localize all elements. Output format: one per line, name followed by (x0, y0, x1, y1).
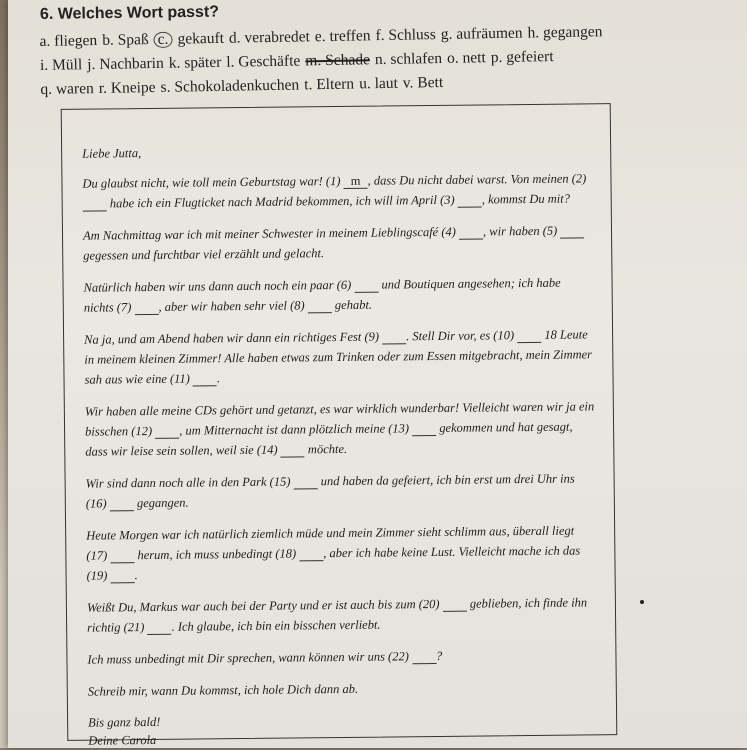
answer-blank[interactable] (308, 298, 332, 313)
letter-text: ? (435, 648, 443, 663)
worksheet-page (8, 0, 747, 748)
word-option: r. Kneipe (98, 78, 156, 97)
word-option: n. schlafen (374, 49, 443, 69)
word-option: o. nett (446, 49, 486, 67)
letter-text: , dass Du nicht dabei warst. Von meinen (2) (367, 171, 587, 188)
answer-blank[interactable] (83, 196, 107, 211)
answer-blank[interactable] (281, 442, 305, 457)
word-option: s. Schokoladenkuchen (160, 76, 300, 96)
word-option: f. Schluss (375, 26, 436, 45)
answer-blank[interactable] (134, 300, 158, 315)
letter-text: . (216, 371, 221, 386)
letter-text: gegangen. (133, 495, 189, 511)
letter-text: Na ja, und am Abend haben wir dann ein richtiges Fest (9) (84, 329, 383, 347)
letter-text: . (134, 568, 138, 583)
letter-paragraph (83, 220, 593, 265)
letter-paragraph (82, 168, 592, 213)
letter-text: , aber ich habe keine Lust. Vielleicht mache ich das (19) (86, 543, 581, 583)
letter-text: Weißt Du, Markus war auch bei der Party und er ist auch bis zum (20) (86, 596, 443, 615)
answer-blank[interactable] (412, 421, 436, 436)
letter-text: Wir haben alle meine CDs gehört und getanzt, es war wirklich wunderbar! Vielleicht waren wir ja ein bisschen (12) (84, 399, 595, 439)
letter-text: Wir sind dann noch alle in den Park (15) (85, 474, 294, 491)
answer-blank[interactable] (458, 192, 482, 207)
letter-text: Ich muss unbedingt mit Dir sprechen, wann können wir uns (22) (87, 649, 413, 667)
word-option: d. verabredet (228, 28, 311, 47)
answer-blank[interactable] (354, 278, 378, 293)
answer-blank[interactable] (193, 371, 217, 386)
letter-paragraph (86, 520, 597, 585)
letter-text: , kommst Du mit? (481, 191, 571, 207)
letter-body (82, 138, 598, 749)
answer-blank[interactable] (110, 568, 134, 583)
letter-text: , aber wir haben sehr viel (8) (158, 298, 308, 314)
letter-signature: Deine Carola (88, 732, 157, 748)
exercise-header (39, 3, 730, 102)
answer-blank[interactable] (147, 620, 171, 635)
answer-blank[interactable] (560, 223, 584, 238)
answer-blank[interactable] (110, 548, 134, 563)
word-option: b. Spaß (102, 31, 149, 49)
letter-paragraph (88, 676, 598, 701)
word-option: gekauft (177, 29, 225, 48)
letter-text: , um Mitternacht ist dann plötzlich meine (13) (179, 421, 413, 438)
letter-text: und Boutiquen angesehen; ich habe nichts (7) (83, 275, 561, 315)
word-option: q. waren (40, 80, 94, 98)
letter-text: . Ich glaube, ich bin ein bisschen verliebt. (171, 617, 381, 634)
letter-text: 18 Leute in meinem kleinen Zimmer! Alle haben etwas zum Trinken oder zum Essen mitgebracht, mein Zimmer sah aus wie eine (11) (84, 327, 593, 387)
letter-text: herum, ich muss unbedingt (18) (134, 546, 300, 563)
letter-text: geblieben, ich finde ihn richtig (21) (87, 595, 588, 635)
letter-closing-block (88, 708, 598, 749)
letter-paragraphs (82, 168, 598, 701)
answer-blank[interactable] (110, 496, 134, 511)
answer-blank[interactable] (299, 546, 323, 561)
word-options-list (39, 18, 730, 102)
letter-text: gekommen und hat gesagt, dass wir leise sein sollen, weil sie (14) (85, 419, 573, 459)
word-option: u. laut (358, 74, 399, 93)
letter-text: Du glaubst nicht, wie toll mein Geburtstag war! (1) (82, 173, 344, 191)
word-option: j. Nachbarin (87, 54, 164, 74)
letter-paragraph (83, 272, 593, 317)
word-option: g. aufräumen (440, 24, 523, 43)
word-option: l. Geschäfte (226, 52, 301, 71)
answer-blank[interactable] (412, 649, 436, 664)
word-option: v. Bett (402, 73, 444, 92)
letter-text: möchte. (304, 441, 348, 457)
letter-text: Am Nachmittag war ich mit meiner Schwester in meinem Lieblingscafé (4) (82, 224, 460, 243)
letter-greeting: Liebe Jutta, (82, 146, 142, 161)
letter-text: habe ich ein Flugticket nach Madrid bekommen, ich will im April (3) (106, 192, 458, 211)
letter-text: gegessen und furchtbar viel erzählt und gelacht. (83, 246, 325, 263)
letter-text: Schreib mir, wann Du kommst, ich hole Dich dann ab. (87, 681, 359, 699)
word-option: a. fliegen (39, 31, 98, 51)
word-option: c. (154, 32, 173, 48)
pen-dot-mark (640, 600, 644, 604)
letter-closing: Bis ganz bald! (88, 714, 161, 730)
answer-blank[interactable] (155, 424, 179, 439)
letter-paragraph (87, 592, 597, 637)
answer-blank[interactable] (459, 224, 483, 239)
letter-paragraph (86, 468, 596, 513)
exercise-title: 6. Welches Wort passt? (39, 3, 220, 23)
word-option: e. treffen (314, 27, 371, 46)
letter-text: Heute Morgen war ich natürlich ziemlich müde und mein Zimmer sieht schlimm aus, überall liegt (17) (86, 523, 575, 563)
letter-text: Natürlich haben wir uns dann auch noch ein paar (6) (83, 277, 355, 295)
letter-box (61, 103, 618, 748)
word-option: t. Eltern (304, 75, 355, 94)
letter-paragraph (85, 396, 596, 461)
letter-text: , wir haben (5) (482, 223, 561, 239)
letter-text: . Stell Dir vor, es (10) (406, 328, 518, 344)
word-option: k. später (168, 53, 222, 72)
word-option: p. gefeiert (490, 48, 554, 67)
letter-text: und haben da gefeiert, ich bin erst um drei Uhr ins (16) (85, 471, 575, 511)
answer-blank[interactable] (294, 474, 318, 489)
letter-paragraph (87, 644, 597, 669)
answer-blank[interactable] (382, 329, 406, 344)
word-option: m. Schade (305, 51, 371, 70)
answer-blank[interactable] (517, 328, 541, 343)
word-option: i. Müll (39, 56, 83, 74)
answer-blank[interactable] (443, 597, 467, 612)
word-option: h. gegangen (527, 23, 603, 42)
letter-text: gehabt. (331, 297, 373, 313)
letter-paragraph (84, 324, 595, 389)
answer-blank[interactable]: m (344, 174, 368, 189)
